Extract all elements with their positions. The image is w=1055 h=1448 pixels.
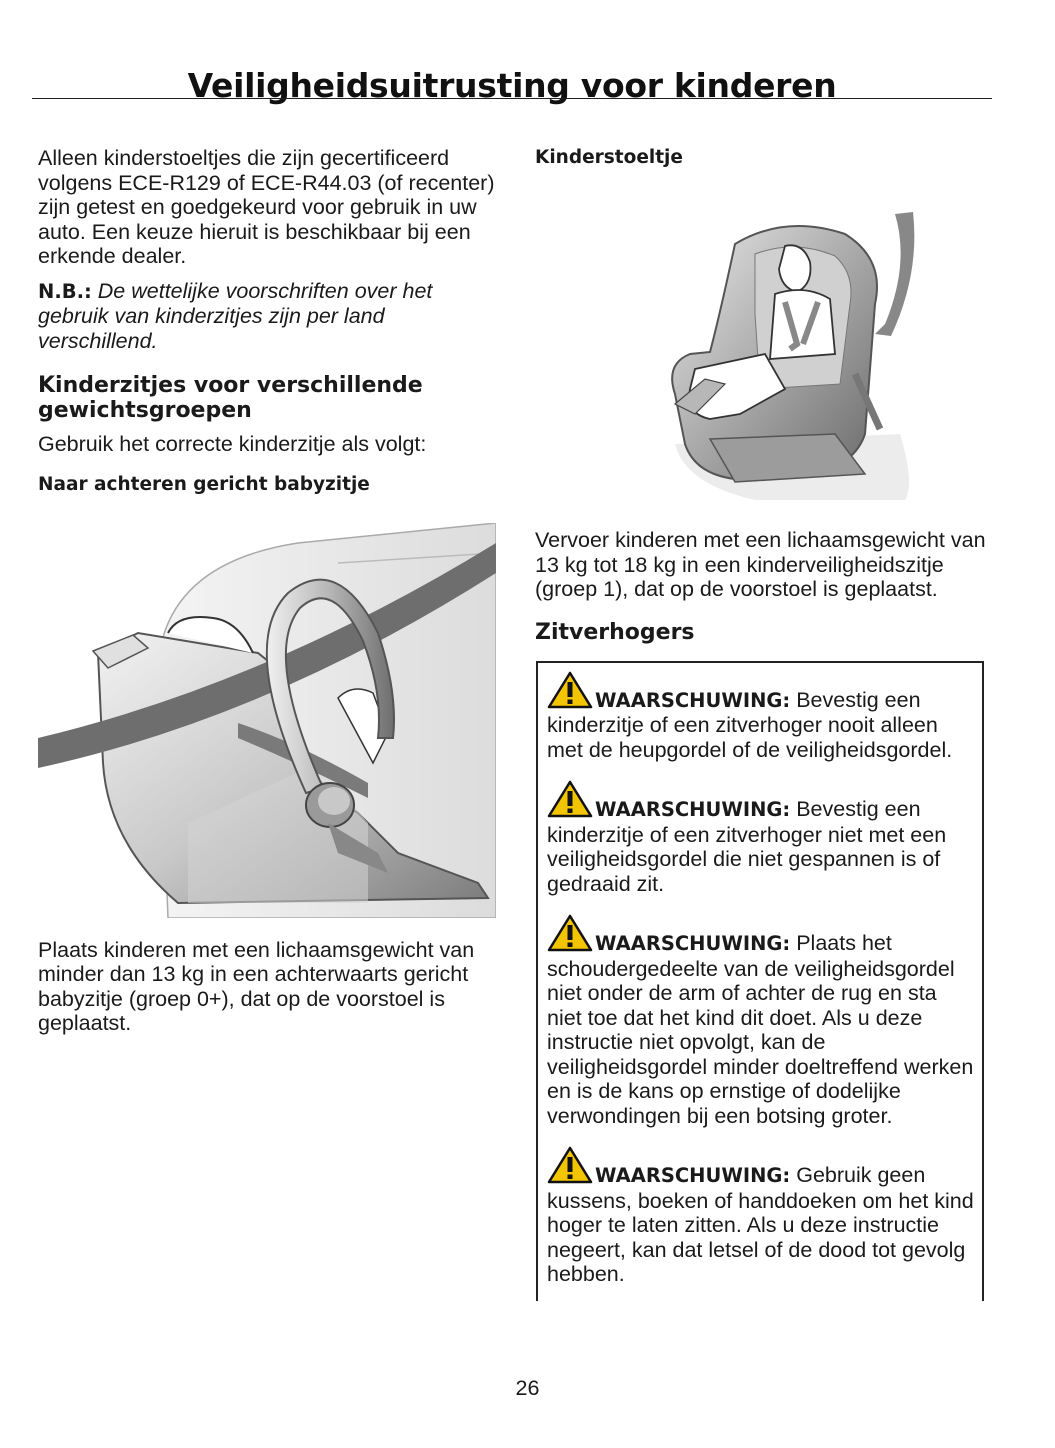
- warning-text: Bevestig een kinderzitje of een zitverhoger nooit alleen met de heupgordel of de veiligheidsgordel.: [547, 687, 953, 762]
- warning-label: WAARSCHUWING:: [595, 798, 791, 821]
- weight-groups-heading: Kinderzitjes voor verschillende gewichtsgroepen: [38, 373, 423, 423]
- warning-triangle-icon: [547, 914, 593, 952]
- warnings-box: [536, 661, 984, 1301]
- usage-paragraph: Gebruik het correcte kinderzitje als volgt:: [38, 432, 427, 456]
- rear-facing-paragraph: Plaats kinderen met een lichaamsgewicht van minder dan 13 kg in een achterwaarts gericht babyzitje (groep 0+), dat op de voorstoel is geplaatst.: [38, 937, 475, 1035]
- warning-triangle-icon: [547, 1146, 593, 1184]
- warning-3: [547, 914, 974, 1128]
- warning-text: Gebruik geen kussens, boeken of handdoeken om het kind hoger te laten zitten. Als u deze instructie negeert, kan dat letsel of de dood tot gevolg hebben.: [547, 1163, 974, 1286]
- warning-4: [547, 1146, 974, 1287]
- warning-2: [547, 780, 974, 896]
- note-text: De wettelijke voorschriften over het gebruik van kinderzitjes zijn per land verschillend.: [38, 278, 433, 353]
- warning-label: WAARSCHUWING:: [595, 1164, 791, 1187]
- child-seat-paragraph: Vervoer kinderen met een lichaamsgewicht van 13 kg tot 18 kg in een kinderveiligheidszitje (groep 1), dat op de voorstoel is geplaatst.: [535, 528, 986, 601]
- note-label: N.B.:: [38, 279, 92, 303]
- right-column: [535, 146, 990, 1301]
- warning-label: WAARSCHUWING:: [595, 932, 791, 955]
- left-column: [38, 146, 496, 1036]
- warning-label: WAARSCHUWING:: [595, 688, 791, 712]
- page-number: 26: [515, 1376, 540, 1400]
- warning-1: [547, 671, 974, 763]
- warning-triangle-icon: [547, 780, 593, 818]
- page-title: Veiligheidsuitrusting voor kinderen: [187, 66, 837, 106]
- intro-paragraph: Alleen kinderstoeltjes die zijn gecertificeerd volgens ECE-R129 of ECE-R44.03 (of recenter) zijn getest en goedgekeurd voor gebruik in uw auto. Een keuze hieruit is beschikbaar bij een erkende dealer.: [38, 146, 495, 268]
- warning-text: Plaats het schoudergedeelte van de veiligheidsgordel niet onder de arm of achter de rug en sta niet toe dat het kind dit doet. Als u deze instructie niet opvolgt, kan de veiligheidsgordel minder doeltreffend werken en is de kans op ernstige of dodelijke verwondingen bij een botsing groter.: [547, 931, 974, 1128]
- warning-text: Bevestig een kinderzitje of een zitverhoger niet met een veiligheidsgordel die niet gespannen is of gedraaid zit.: [547, 797, 947, 896]
- title-divider: [32, 98, 992, 99]
- child-seat-heading: Kinderstoeltje: [535, 147, 683, 168]
- booster-heading: Zitverhogers: [535, 619, 695, 645]
- warning-triangle-icon: [547, 671, 593, 709]
- forward-facing-child-seat-illustration: [535, 184, 990, 500]
- note-paragraph: [38, 279, 496, 354]
- rear-facing-baby-seat-illustration: [38, 523, 496, 918]
- rear-facing-heading: Naar achteren gericht babyzitje: [38, 473, 370, 495]
